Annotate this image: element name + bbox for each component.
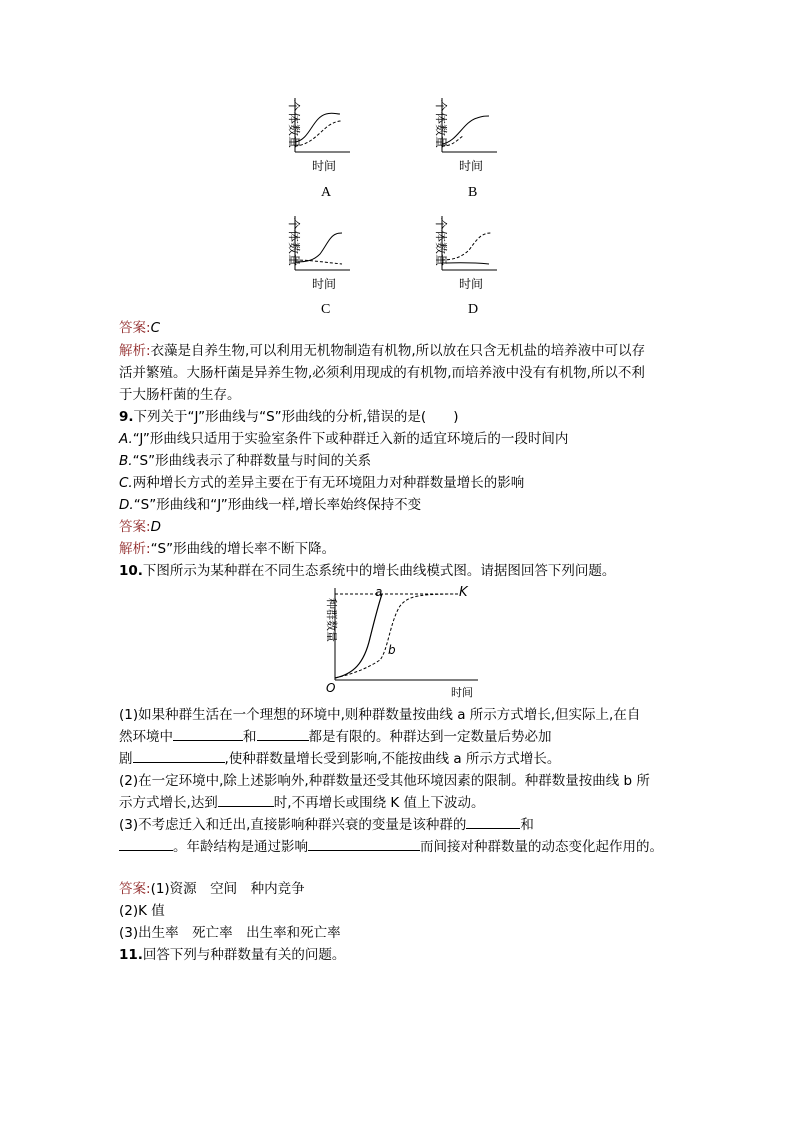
q8-analysis-line-1	[119, 340, 645, 362]
q10-p1-text-1: 然环境中	[119, 729, 173, 745]
q10-p3-line-2	[119, 836, 663, 858]
q11-stem	[119, 944, 345, 966]
graph-c	[270, 208, 380, 298]
q10-blank-birth-death-rate[interactable]	[308, 836, 420, 851]
q9-option-d-key: D.	[119, 497, 134, 513]
q8-analysis-text-1: 衣藻是自养生物,可以利用无机物制造有机物,所以放在只含无机盐的培养液中可以存	[150, 343, 646, 359]
q10-p2-text-2: 时,不再增长或围绕 K 值上下波动。	[273, 795, 485, 811]
q10-answer-text-1: (1)资源 空间 种内竞争	[150, 881, 305, 897]
q10-figure-k-label: K	[459, 585, 468, 600]
q8-analysis-label: 解析:	[119, 343, 151, 359]
q10-blank-resources[interactable]	[173, 726, 243, 741]
panel-label-b: B	[468, 185, 478, 200]
panel-label-a: A	[321, 185, 332, 200]
q9-option-b	[119, 450, 371, 472]
q10-figure-curve-b-label: b	[388, 643, 396, 657]
q9-stem	[119, 406, 458, 428]
q10-answer-line-1	[119, 878, 305, 900]
graph-b	[417, 90, 527, 180]
q9-stem-text: 下列关于“J”形曲线与“S”形曲线的分析,错误的是( )	[133, 409, 459, 425]
q11-number: 11.	[119, 947, 143, 963]
q11-stem-text: 回答下列与种群数量有关的问题。	[142, 947, 346, 963]
q9-answer-label: 答案:	[119, 519, 151, 535]
q10-blank-birth-rate[interactable]	[466, 814, 520, 829]
q9-number: 9.	[119, 409, 134, 425]
graph-d-x-label: 时间	[459, 277, 484, 291]
panel-label-c: C	[321, 302, 331, 317]
graph-b-y-label: 个体数量	[434, 100, 448, 149]
q8-answer-label: 答案:	[119, 320, 151, 336]
q9-answer	[119, 516, 161, 538]
graph-a-y-label: 个体数量	[287, 100, 301, 149]
graph-d	[417, 208, 527, 298]
q10-stem	[119, 560, 615, 582]
q8-answer	[119, 317, 160, 339]
q10-number: 10.	[119, 563, 143, 579]
q9-option-b-text: “S”形曲线表示了种群数量与时间的关系	[132, 453, 372, 469]
q9-option-a	[119, 428, 568, 450]
graph-b-x-label: 时间	[459, 159, 484, 173]
panel-label-d: D	[468, 302, 479, 317]
q9-option-d	[119, 494, 421, 516]
q9-option-c-key: C.	[119, 475, 133, 491]
q9-answer-value: D	[150, 519, 161, 535]
q10-p1-line-1: (1)如果种群生活在一个理想的环境中,则种群数量按曲线 a 所示方式增长,但实际上,在自	[119, 707, 641, 723]
q10-p2-line-2	[119, 792, 485, 814]
q9-option-c-text: 两种增长方式的差异主要在于有无环境阻力对种群数量增长的影响	[132, 475, 525, 491]
q10-blank-k-value[interactable]	[218, 792, 274, 807]
q10-blank-death-rate[interactable]	[119, 836, 173, 851]
q10-p3-text-3: 。年龄结构是通过影响	[173, 839, 308, 855]
q10-p1-text-2: 和	[243, 729, 257, 745]
q10-stem-text: 下图所示为某种群在不同生态系统中的增长曲线模式图。请据图回答下列问题。	[142, 563, 616, 579]
q10-figure-origin-label: O	[326, 681, 336, 695]
q9-option-a-key: A.	[119, 431, 133, 447]
graph-a-x-label: 时间	[312, 159, 337, 173]
q10-p1-line-2	[119, 726, 552, 748]
q10-p3-text-4: 而间接对种群数量的动态变化起作用的。	[420, 839, 663, 855]
q9-option-a-text: “J”形曲线只适用于实验室条件下或种群迁入新的适宜环境后的一段时间内	[132, 431, 569, 447]
q10-answer-label: 答案:	[119, 881, 151, 897]
q10-answer-line-2: (2)K 值	[119, 903, 165, 919]
graph-d-y-label: 个体数量	[434, 218, 448, 267]
q10-p3-line-1	[119, 814, 534, 836]
graph-a	[270, 90, 380, 180]
q8-analysis-line-2: 活并繁殖。大肠杆菌是异养生物,必须利用现成的有机物,而培养液中没有有机物,所以不利	[119, 365, 645, 381]
q9-analysis	[119, 538, 335, 560]
q10-figure-curve-a-label: a	[375, 585, 383, 599]
graph-c-x-label: 时间	[312, 277, 337, 291]
q10-growth-curve-figure	[308, 582, 488, 702]
graph-c-y-label: 个体数量	[287, 218, 301, 267]
q10-blank-competition[interactable]	[133, 748, 225, 763]
q10-figure-x-label: 时间	[451, 686, 473, 699]
q8-answer-value: C	[150, 320, 160, 336]
q10-p1-text-3: 都是有限的。种群达到一定数量后势必加	[308, 729, 552, 745]
q9-option-b-key: B.	[119, 453, 133, 469]
q10-p2-text-1: 示方式增长,达到	[119, 795, 218, 811]
q10-p1-line-3	[119, 748, 560, 770]
q9-analysis-label: 解析:	[119, 541, 151, 557]
q10-p3-text-2: 和	[520, 817, 534, 833]
q10-p3-text-1: (3)不考虑迁入和迁出,直接影响种群兴衰的变量是该种群的	[119, 817, 467, 833]
q10-p2-line-1: (2)在一定环境中,除上述影响外,种群数量还受其他环境因素的限制。种群数量按曲线 b 所	[119, 773, 650, 789]
figure-graphs-abcd	[270, 90, 530, 320]
q9-option-d-text: “S”形曲线和“J”形曲线一样,增长率始终保持不变	[133, 497, 422, 513]
q10-answer-line-3: (3)出生率 死亡率 出生率和死亡率	[119, 925, 341, 941]
q9-option-c	[119, 472, 524, 494]
q10-p1-text-5: ,使种群数量增长受到影响,不能按曲线 a 所示方式增长。	[224, 751, 561, 767]
q10-figure-y-label: 种群数量	[325, 598, 338, 642]
q10-blank-space[interactable]	[257, 726, 309, 741]
q9-analysis-text: “S”形曲线的增长率不断下降。	[150, 541, 336, 557]
q8-analysis-line-3: 于大肠杆菌的生存。	[119, 387, 241, 403]
q10-p1-text-4: 剧	[119, 751, 133, 767]
